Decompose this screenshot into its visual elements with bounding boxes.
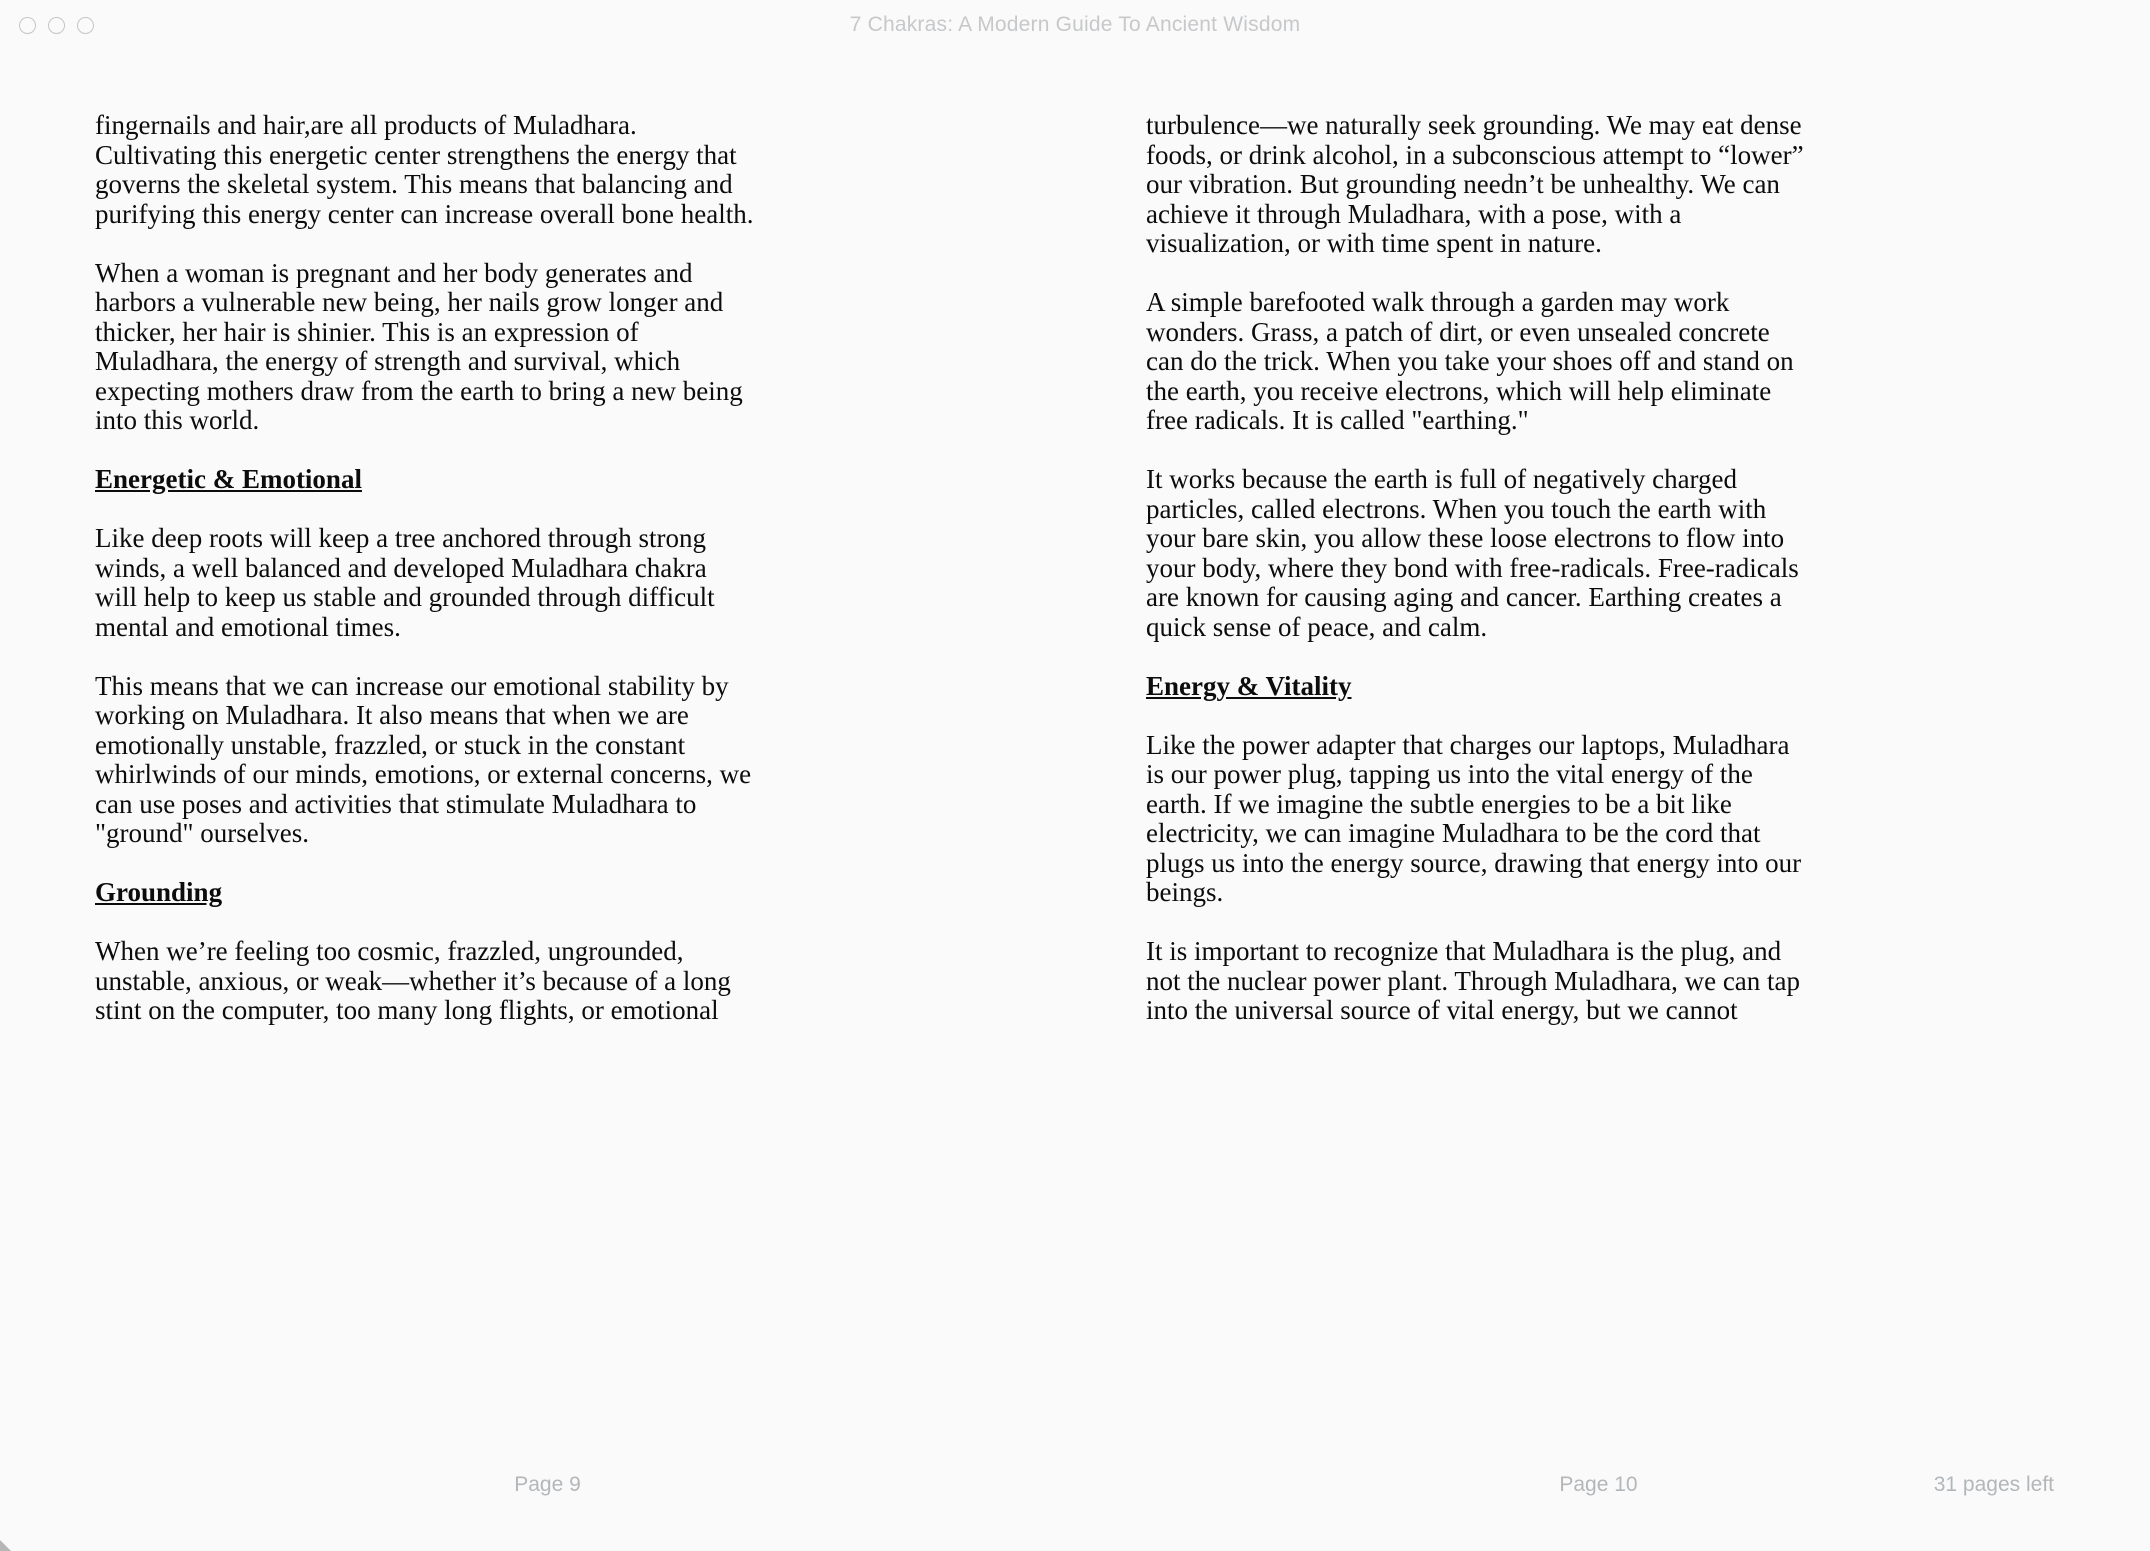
text-line: This means that we can increase our emotional stability by xyxy=(95,670,729,701)
section-heading xyxy=(95,878,1000,908)
text-line: winds, a well balanced and developed Muladhara chakra xyxy=(95,552,707,583)
text-line: free radicals. It is called "earthing." xyxy=(1146,405,1529,435)
text-line: will help to keep us stable and grounded through difficult xyxy=(95,582,715,612)
window-title: 7 Chakras: A Modern Guide To Ancient Wisdom xyxy=(849,13,1301,36)
text-line: expecting mothers draw from the earth to bring a new being xyxy=(95,375,743,406)
text-line: When a woman is pregnant and her body generates and xyxy=(95,257,693,288)
text-line: governs the skeletal system. This means that balancing and xyxy=(95,169,733,199)
text-line: electricity, we can imagine Muladhara to be the cord that xyxy=(1146,818,1761,848)
paragraph xyxy=(1146,111,2051,259)
paragraph xyxy=(95,672,1000,849)
page-number-right: Page 10 xyxy=(1559,1473,1638,1496)
text-line: achieve it through Muladhara, with a pose, with a xyxy=(1146,198,1682,229)
text-line: foods, or drink alcohol, in a subconscious attempt to “lower” xyxy=(1146,139,1804,170)
section-heading-text: Energetic & Emotional xyxy=(95,464,362,494)
section-heading-text: Energy & Vitality xyxy=(1146,670,1352,701)
text-line: whirlwinds of our minds, emotions, or external concerns, we xyxy=(95,759,752,789)
text-line: particles, called electrons. When you touch the earth with xyxy=(1146,493,1767,524)
text-line: thicker, her hair is shinier. This is an expression of xyxy=(95,316,639,347)
text-line: mental and emotional times. xyxy=(95,611,401,642)
text-line: unstable, anxious, or weak—whether it’s because of a long xyxy=(95,965,731,996)
text-line: not the nuclear power plant. Through Muladhara, we can tap xyxy=(1146,965,1801,996)
text-line: into the universal source of vital energy, but we cannot xyxy=(1146,995,1738,1025)
text-line: A simple barefooted walk through a garden may work xyxy=(1146,287,1730,317)
text-line: quick sense of peace, and calm. xyxy=(1146,611,1488,642)
text-line: emotionally unstable, frazzled, or stuck in the constant xyxy=(95,729,686,760)
page-left-text xyxy=(95,111,1000,1055)
text-line: can use poses and activities that stimulate Muladhara to xyxy=(95,788,697,819)
paragraph xyxy=(1146,731,2051,908)
section-heading-text: Grounding xyxy=(95,877,223,907)
paragraph xyxy=(95,259,1000,436)
text-line: can do the trick. When you take your shoes off and stand on xyxy=(1146,346,1794,376)
paragraph xyxy=(95,111,1000,229)
page-right-text xyxy=(1146,111,2051,1055)
text-line: "ground" ourselves. xyxy=(95,818,310,848)
text-line: is our power plug, tapping us into the vital energy of the xyxy=(1146,759,1753,789)
text-line: When we’re feeling too cosmic, frazzled, ungrounded, xyxy=(95,936,684,966)
text-line: visualization, or with time spent in nature. xyxy=(1146,228,1602,258)
paragraph xyxy=(1146,465,2051,642)
text-line: purifying this energy center can increase overall bone health. xyxy=(95,198,754,229)
text-line: your bare skin, you allow these loose electrons to flow into xyxy=(1146,523,1785,553)
section-heading xyxy=(95,465,1000,495)
section-heading xyxy=(1146,672,2051,702)
text-line: It works because the earth is full of negatively charged xyxy=(1146,464,1738,494)
text-line: harbors a vulnerable new being, her nails grow longer and xyxy=(95,287,724,317)
text-line: stint on the computer, too many long flights, or emotional xyxy=(95,995,719,1025)
resize-grip-icon[interactable] xyxy=(0,1540,11,1551)
text-line: into this world. xyxy=(95,405,260,435)
text-line: wonders. Grass, a patch of dirt, or even unsealed concrete xyxy=(1146,316,1770,347)
text-line: working on Muladhara. It also means that when we are xyxy=(95,700,689,730)
text-line: Cultivating this energetic center strengthens the energy that xyxy=(95,139,737,170)
text-line: Like deep roots will keep a tree anchored through strong xyxy=(95,523,707,553)
text-line: earth. If we imagine the subtle energies to be a bit like xyxy=(1146,788,1732,819)
text-line: fingernails and hair,are all products of Muladhara. xyxy=(95,110,637,140)
page-number-left: Page 9 xyxy=(514,1473,581,1496)
text-line: are known for causing aging and cancer. Earthing creates a xyxy=(1146,582,1782,612)
text-line: It is important to recognize that Muladhara is the plug, and xyxy=(1146,936,1782,966)
paragraph xyxy=(1146,937,2051,1026)
paragraph xyxy=(95,524,1000,642)
text-line: the earth, you receive electrons, which will help eliminate xyxy=(1146,375,1772,406)
text-line: our vibration. But grounding needn’t be unhealthy. We can xyxy=(1146,169,1780,199)
text-line: turbulence—we naturally seek grounding. We may eat dense xyxy=(1146,110,1802,140)
titlebar xyxy=(0,0,2150,50)
text-line: beings. xyxy=(1146,877,1224,907)
text-line: plugs us into the energy source, drawing that energy into our xyxy=(1146,847,1802,878)
pages-left-indicator: 31 pages left xyxy=(1933,1473,2054,1496)
text-line: your body, where they bond with free-radicals. Free-radicals xyxy=(1146,552,1799,583)
text-line: Muladhara, the energy of strength and survival, which xyxy=(95,346,681,376)
paragraph xyxy=(95,937,1000,1026)
paragraph xyxy=(1146,288,2051,436)
text-line: Like the power adapter that charges our laptops, Muladhara xyxy=(1146,729,1790,760)
